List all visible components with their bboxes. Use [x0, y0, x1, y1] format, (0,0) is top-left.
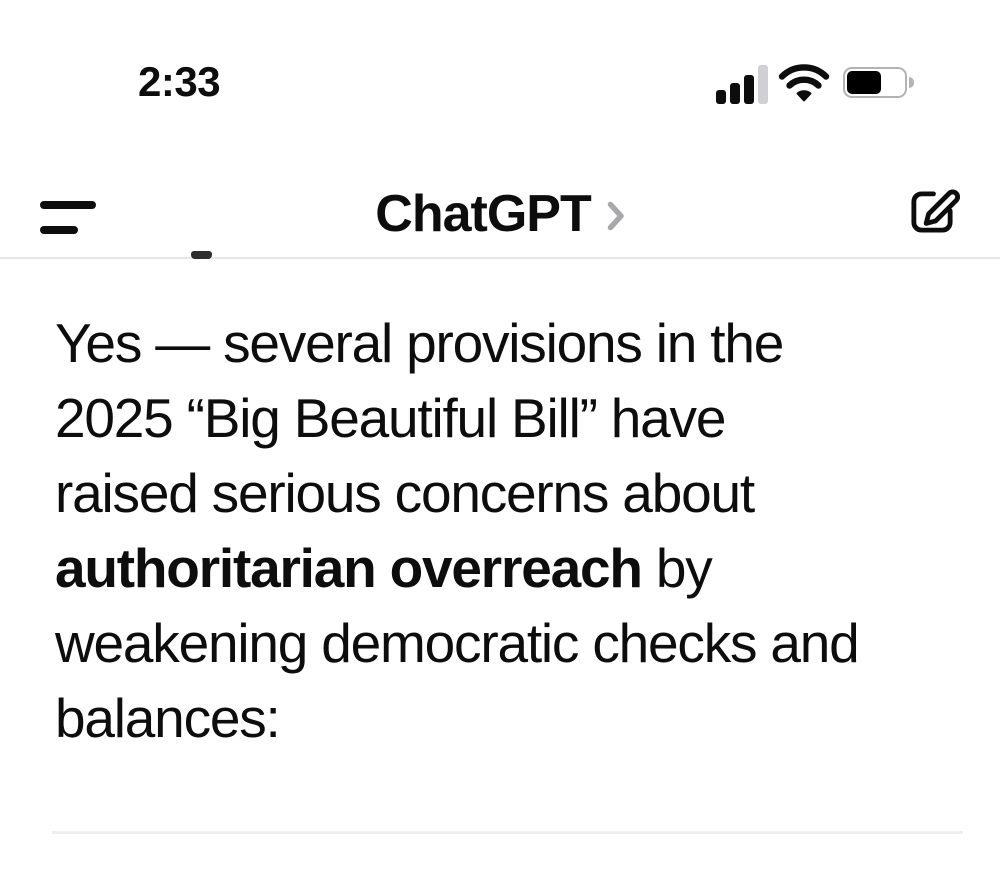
assistant-message — [55, 306, 960, 756]
model-switcher[interactable] — [0, 170, 1000, 257]
scrolled-content-fragment — [191, 251, 212, 259]
message-line: 2025 “Big Beautiful Bill” have — [55, 387, 726, 449]
wifi-icon — [778, 64, 830, 104]
app-header — [0, 170, 1000, 257]
new-chat-compose-icon — [903, 183, 961, 241]
message-divider — [52, 831, 963, 834]
battery-fill — [847, 71, 881, 94]
header-divider — [0, 257, 1000, 259]
new-chat-button[interactable] — [900, 181, 964, 245]
battery-cap — [909, 77, 914, 88]
battery-icon — [843, 67, 923, 98]
cellular-signal-icon — [714, 64, 768, 104]
status-bar-time: 2:33 — [138, 58, 221, 105]
message-line: authoritarian overreach by — [55, 537, 712, 599]
message-line: balances: — [55, 687, 280, 749]
page-title: ChatGPT — [375, 184, 591, 243]
message-line: Yes — several provisions in the — [55, 312, 784, 374]
chevron-right-icon — [607, 200, 625, 232]
message-line: raised serious concerns about — [55, 462, 754, 524]
message-line: weakening democratic checks and — [55, 612, 859, 674]
